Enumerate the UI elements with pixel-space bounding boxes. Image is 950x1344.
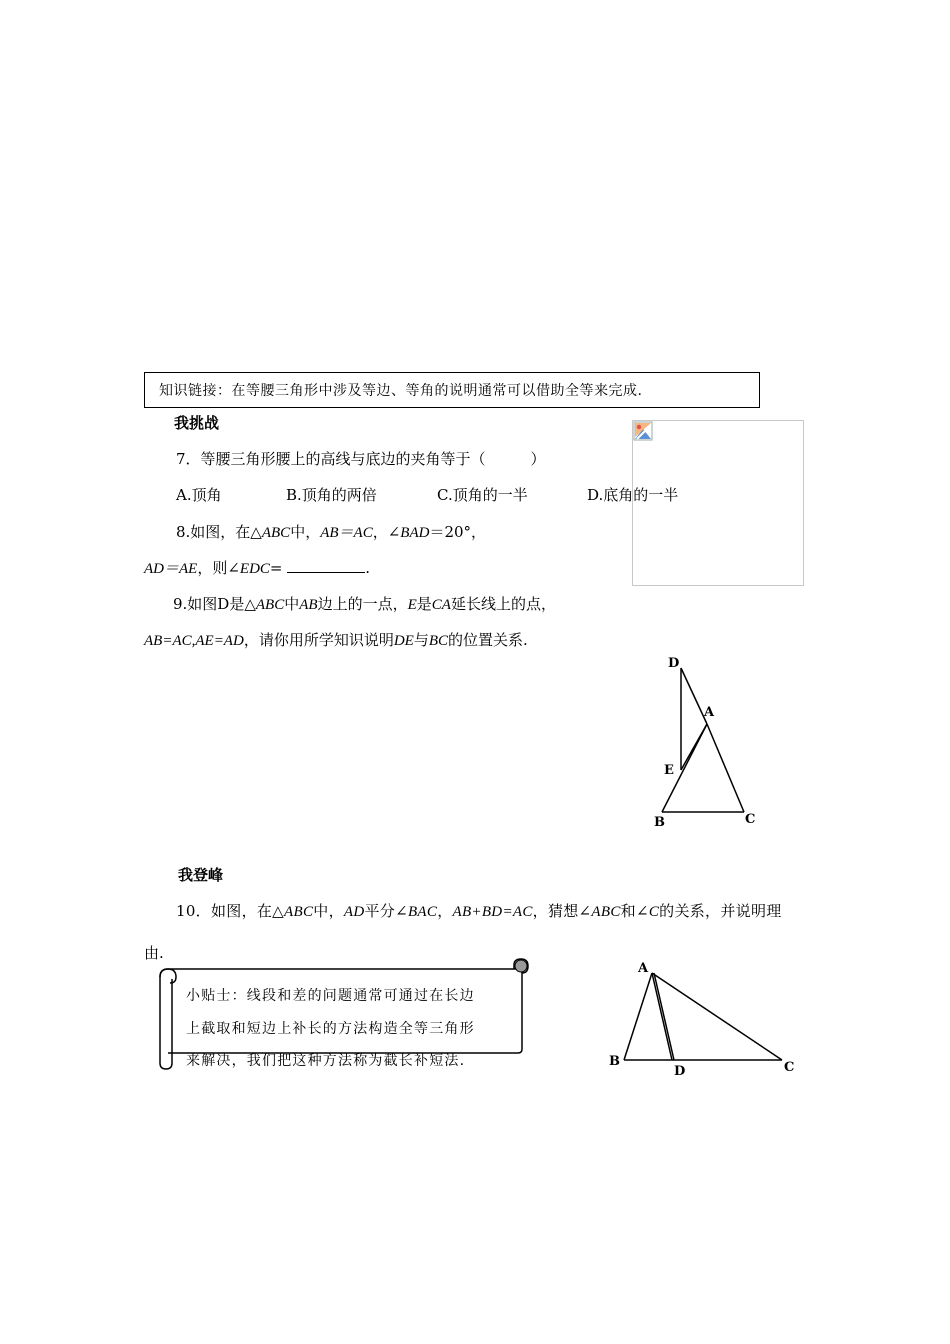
q9-text: 边上的一点，	[317, 595, 408, 613]
tip-line-3: 来解决，我们把这种方法称为截长补短法.	[186, 1053, 466, 1069]
figure-q9-triangle	[640, 650, 770, 835]
label-d: D	[668, 656, 680, 671]
q9-text: 与	[413, 631, 429, 649]
label-b: B	[609, 1054, 620, 1069]
q9-text: 是	[416, 595, 432, 613]
section-heading-peak: 我登峰	[178, 866, 224, 884]
label-c: C	[745, 812, 756, 827]
q10-var: ABC	[284, 904, 314, 920]
q9-text: 的位置关系.	[448, 631, 528, 649]
q9-var: ABC	[255, 597, 285, 613]
q8-angle-name: EDC	[239, 561, 270, 577]
broken-image-icon	[633, 421, 653, 441]
q10-var: AB+BD=AC	[452, 904, 533, 920]
q9-var: AB	[299, 597, 318, 613]
q8-condition: AD＝AE	[144, 561, 198, 577]
q8-text: =	[269, 559, 283, 577]
q9-var: E	[407, 597, 417, 613]
q9-text: 9.如图D是△	[173, 595, 256, 613]
knowledge-link-box	[144, 372, 760, 408]
q8-text: 8.如图，在△	[176, 523, 262, 541]
q9-text: 中	[284, 595, 300, 613]
q9-text: 延长线上的点，	[450, 595, 556, 613]
question-7-stem: 7．等腰三角形腰上的高线与底边的夹角等于（ ）	[176, 450, 546, 468]
q9-text: ，请你用所学知识说明	[243, 631, 394, 649]
q8-text: ，∠	[372, 523, 401, 541]
q10-var: AD	[343, 904, 365, 920]
knowledge-link-text: 知识链接：在等腰三角形中涉及等边、等角的说明通常可以借助全等来完成.	[159, 383, 643, 399]
label-d: D	[674, 1064, 686, 1079]
question-8-line1	[176, 521, 486, 542]
answer-blank[interactable]	[287, 558, 365, 573]
label-c: C	[784, 1060, 795, 1075]
label-e: E	[664, 763, 674, 778]
q7-option-d: D.底角的一半	[587, 486, 679, 504]
question-10-line2: 由.	[144, 944, 164, 962]
q9-var: CA	[431, 597, 451, 613]
q10-text: 平分∠	[364, 902, 408, 920]
label-a: A	[638, 961, 649, 976]
figure-q10-triangle	[600, 955, 800, 1080]
question-9-line1	[173, 593, 556, 614]
tip-line-1: 小贴士：线段和差的问题通常可通过在长边	[186, 988, 475, 1004]
label-a: A	[704, 705, 715, 720]
q10-text: 的关系，并说明理	[659, 902, 782, 920]
q10-var: ABC	[591, 904, 621, 920]
q10-var: C	[648, 904, 660, 920]
question-8-line2	[144, 557, 370, 578]
label-b: B	[654, 815, 665, 830]
segment-ad	[652, 973, 672, 1060]
q8-text: 中，	[290, 523, 321, 541]
scroll-roll-icon	[515, 960, 527, 972]
q8-triangle-name: ABC	[261, 525, 291, 541]
q8-text: ，则∠	[197, 559, 240, 577]
q8-text: .	[365, 559, 371, 577]
q9-var: DE	[393, 633, 414, 649]
q10-text: 和∠	[620, 902, 649, 920]
q9-var: AB=AC,AE=AD	[144, 633, 244, 649]
q10-text: ，猜想∠	[532, 902, 592, 920]
question-10-line1	[176, 900, 782, 921]
q8-condition: AB＝AC	[320, 525, 373, 541]
tip-line-2: 上截取和短边上补长的方法构造全等三角形	[186, 1021, 475, 1037]
q10-text: 中，	[313, 902, 344, 920]
segment-ac	[707, 724, 744, 812]
section-heading-challenge: 我挑战	[174, 414, 220, 432]
q8-angle-name: BAD	[400, 525, 430, 541]
segment-ab	[624, 973, 652, 1060]
q9-var: BC	[428, 633, 449, 649]
q8-angle-value: ＝20°，	[429, 523, 487, 541]
question-9-line2	[144, 629, 528, 650]
q10-text: 10．如图，在△	[176, 902, 285, 920]
q10-text: ，	[437, 902, 453, 920]
q7-option-b: B.顶角的两倍	[286, 486, 377, 504]
q7-option-a: A.顶角	[176, 486, 222, 504]
q7-option-c: C.顶角的一半	[437, 486, 528, 504]
q10-var: BAC	[407, 904, 438, 920]
